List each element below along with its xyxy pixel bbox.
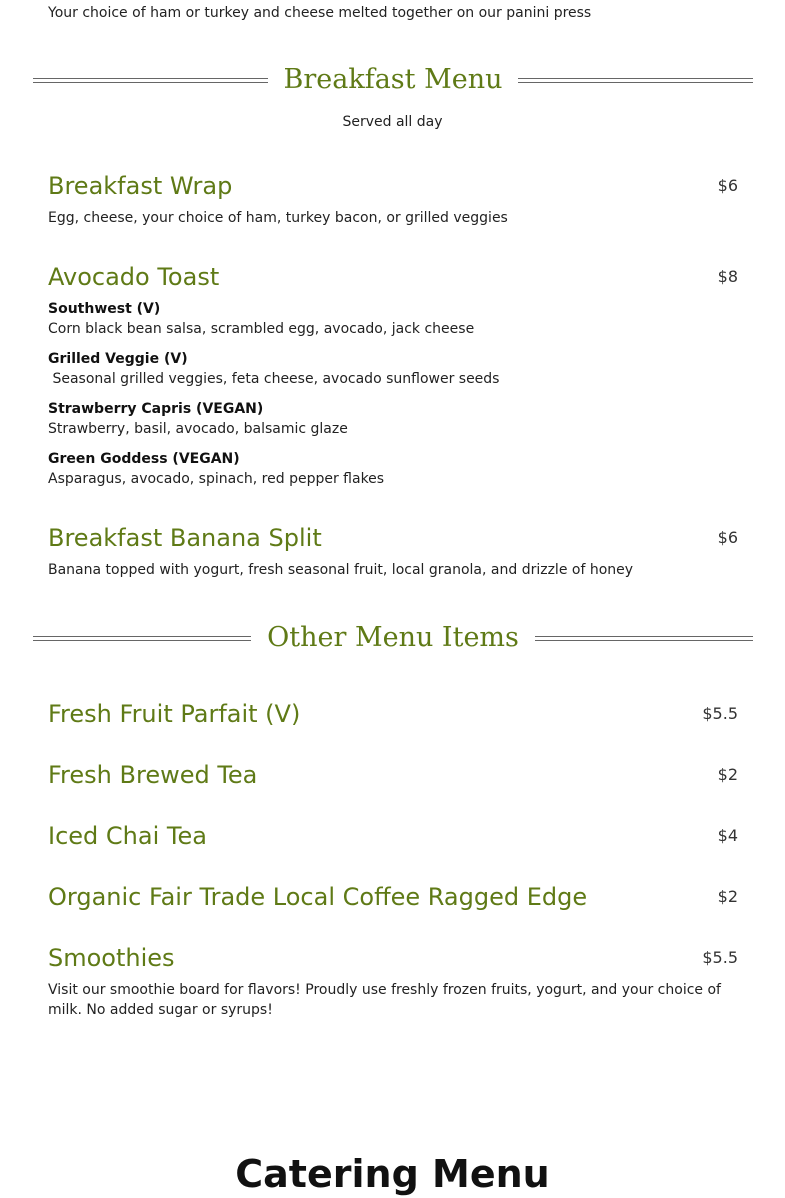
menu-item-name: Smoothies	[48, 944, 175, 972]
variant-name: Green Goddess (VEGAN)	[48, 451, 240, 467]
header-rule-left	[33, 636, 251, 641]
variant-description: Corn black bean salsa, scrambled egg, avocado, jack cheese	[48, 321, 475, 337]
variant-name: Strawberry Capris (VEGAN)	[48, 401, 264, 417]
variant-description: Strawberry, basil, avocado, balsamic glaze	[48, 421, 348, 437]
menu-item-price: $2	[717, 887, 738, 906]
menu-item-price: $2	[717, 765, 738, 784]
menu-item-price: $5.5	[702, 704, 738, 723]
catering-menu-title: Catering Menu	[235, 1152, 550, 1196]
menu-item-name: Fresh Brewed Tea	[48, 761, 258, 789]
panini-description: Your choice of ham or turkey and cheese melted together on our panini press	[48, 5, 592, 21]
variant-description: Seasonal grilled veggies, feta cheese, avocado sunflower seeds	[48, 371, 500, 387]
other-menu-title: Other Menu Items	[267, 622, 519, 653]
menu-item-name: Organic Fair Trade Local Coffee Ragged Edge	[48, 883, 588, 911]
breakfast-menu-title: Breakfast Menu	[283, 64, 503, 95]
variant-name: Southwest (V)	[48, 301, 161, 317]
header-rule-right	[518, 78, 753, 83]
menu-item-description: Visit our smoothie board for flavors! Proudly use freshly frozen fruits, yogurt, and your choice of milk. No added sugar or syrups!	[48, 982, 721, 1018]
other-menu-header	[33, 620, 753, 656]
header-rule-left	[33, 78, 268, 83]
menu-item-name: Breakfast Wrap	[48, 172, 233, 200]
breakfast-menu-subtitle: Served all day	[342, 114, 443, 130]
variant-description: Asparagus, avocado, spinach, red pepper flakes	[48, 471, 385, 487]
menu-item-price: $6	[717, 528, 738, 547]
menu-item-price: $8	[717, 267, 738, 286]
menu-item-description: Banana topped with yogurt, fresh seasonal fruit, local granola, and drizzle of honey	[48, 562, 634, 578]
menu-item-price: $5.5	[702, 948, 738, 967]
breakfast-menu-header	[33, 62, 753, 98]
menu-item-price: $6	[717, 176, 738, 195]
menu-item-name: Iced Chai Tea	[48, 822, 207, 850]
header-rule-right	[535, 636, 753, 641]
menu-item-description: Egg, cheese, your choice of ham, turkey bacon, or grilled veggies	[48, 210, 508, 226]
menu-item-price: $4	[717, 826, 738, 845]
variant-name: Grilled Veggie (V)	[48, 351, 188, 367]
menu-item-name: Breakfast Banana Split	[48, 524, 322, 552]
menu-item-name: Avocado Toast	[48, 263, 220, 291]
menu-item-name: Fresh Fruit Parfait (V)	[48, 700, 301, 728]
